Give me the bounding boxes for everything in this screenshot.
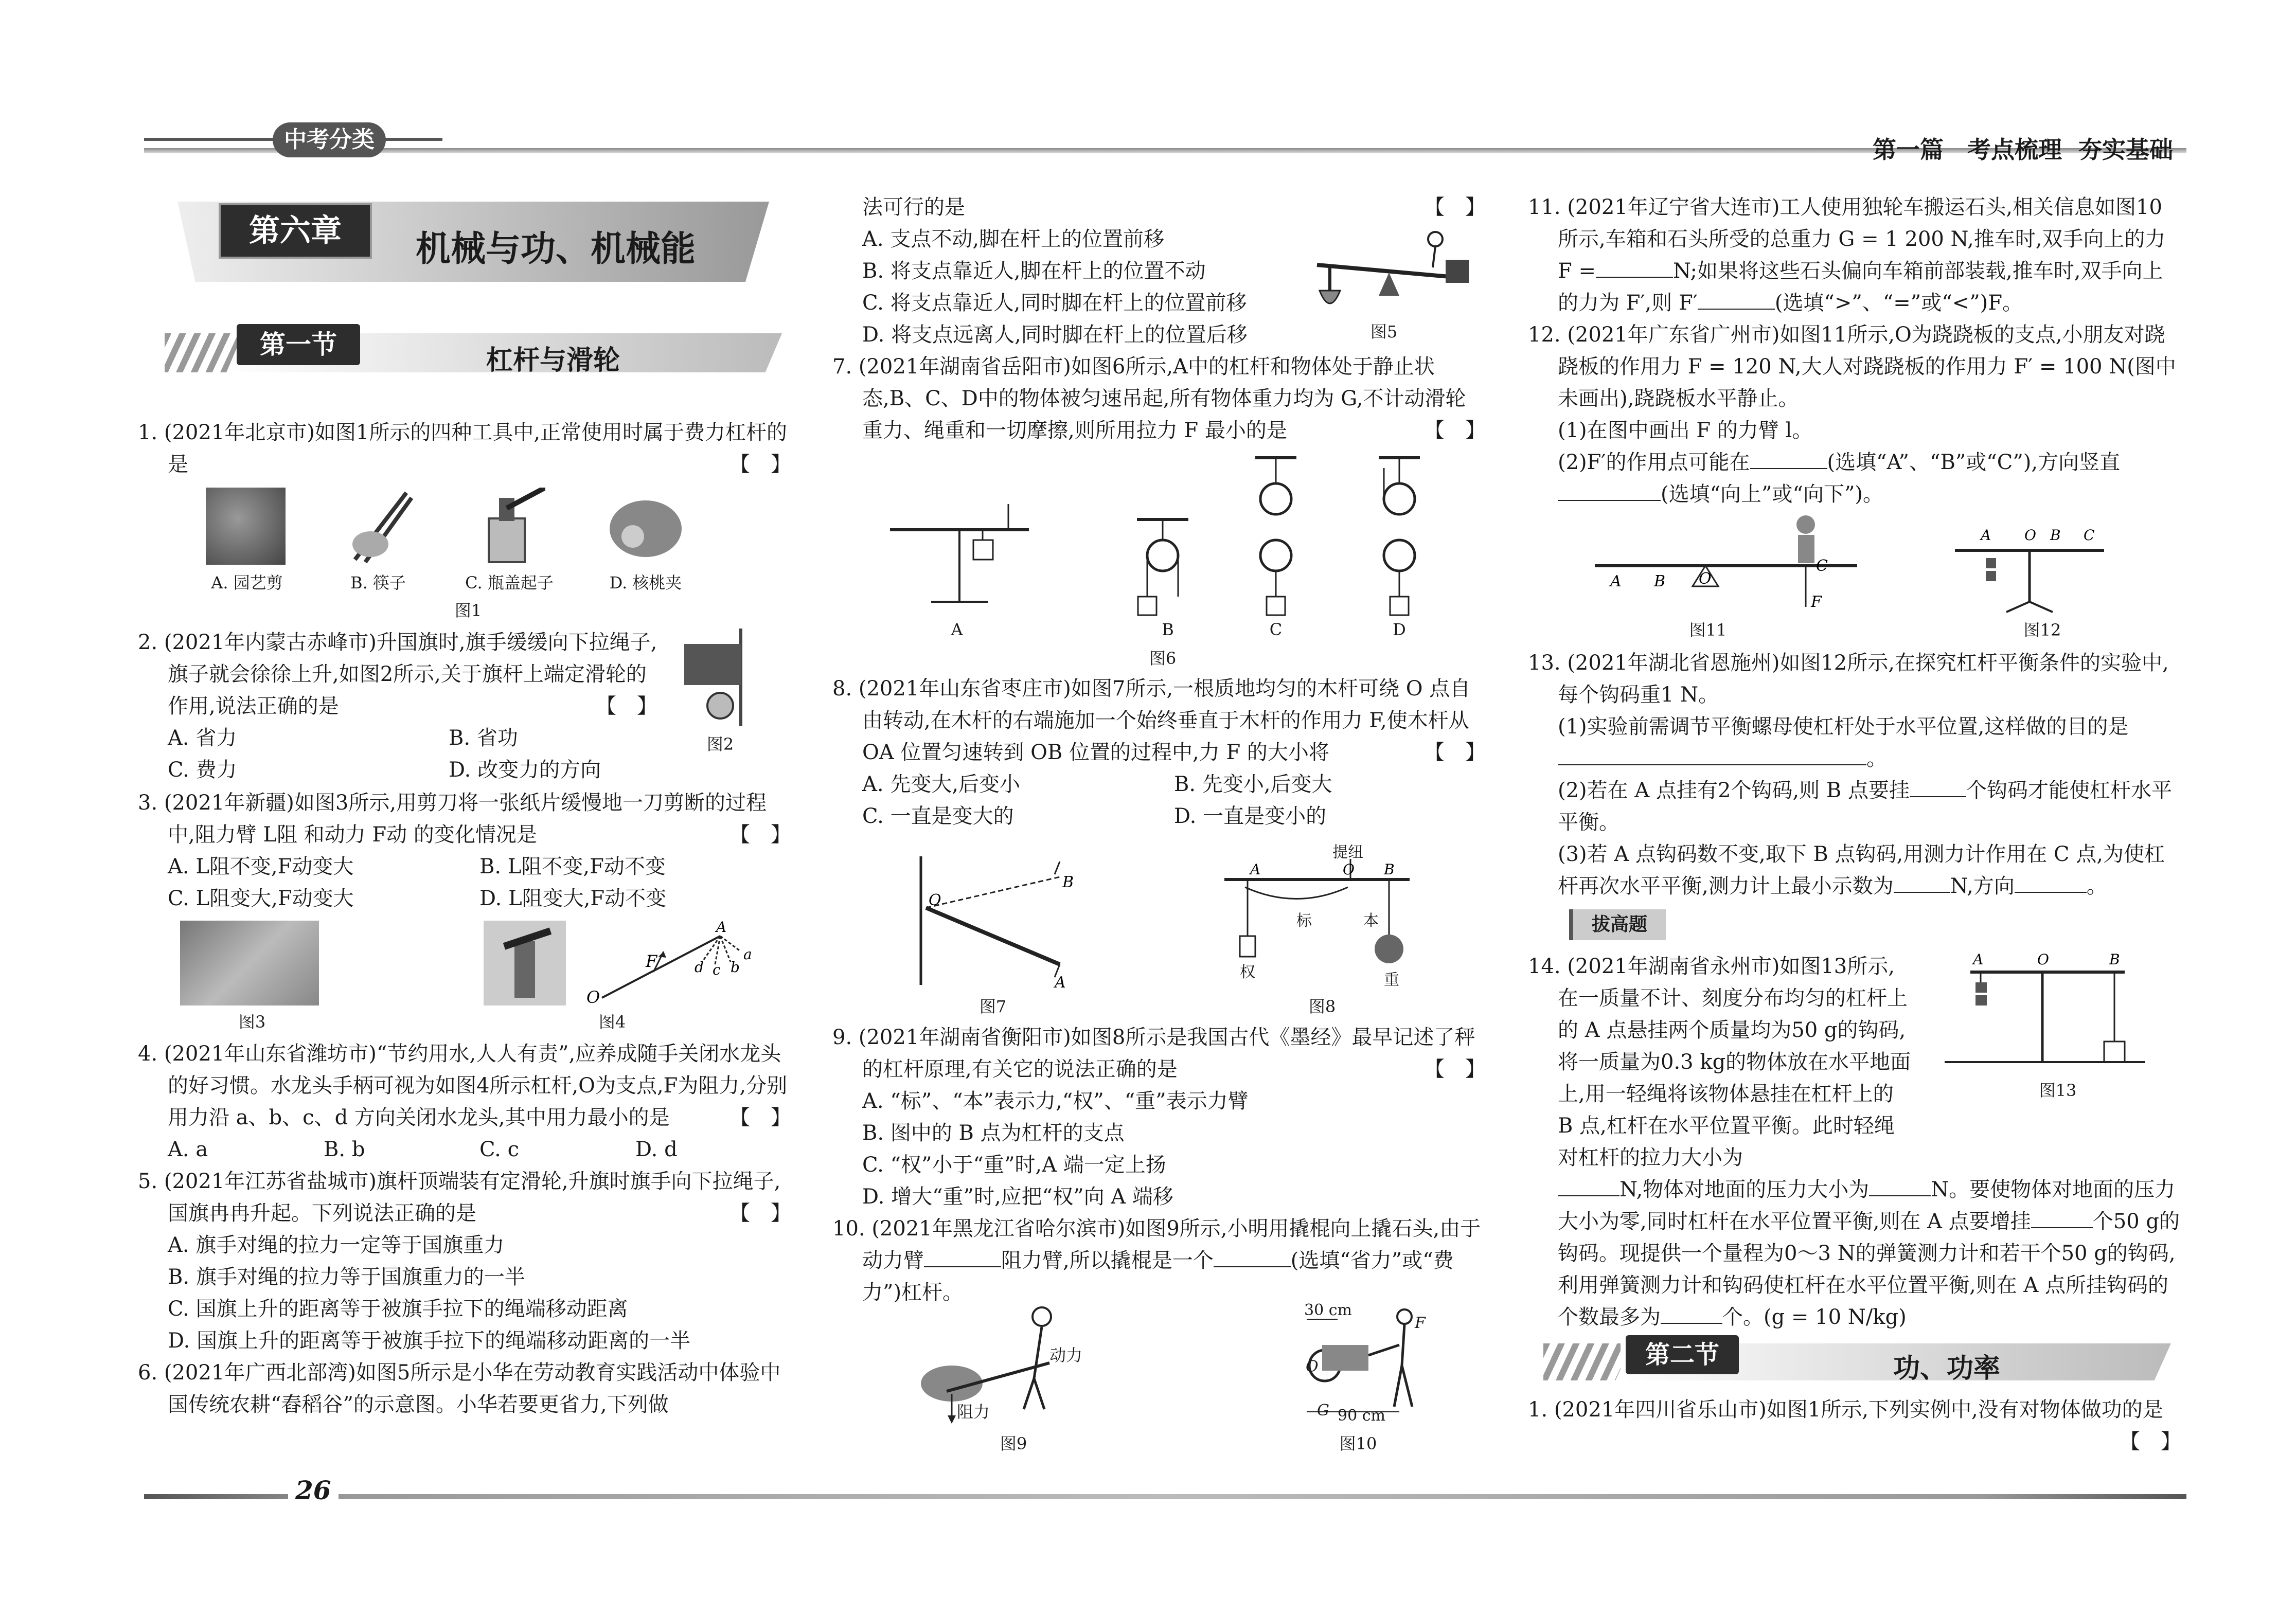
- fig6-caption: 图6: [1149, 649, 1177, 668]
- svg-text:O: O: [1343, 861, 1355, 878]
- fig4-faucet-image: [484, 921, 566, 1005]
- q7-text: 7. (2021年湖南省岳阳市)如图6所示,A中的杠杆和物体处于静止状态,B、C、D中的物体被匀速吊起,所有物体重力均为 G,不计动滑轮重力、绳重和一切摩擦,则所用拉力 F 最小的是: [832, 355, 1466, 442]
- q13-sub2: (2)若在 A 点挂有2个钩码,则 B 点要挂 个钩码才能使杠杆水平平衡。: [1528, 775, 2181, 838]
- section2-label-text: 第二节: [1645, 1340, 1719, 1369]
- q6-text2: 法可行的是: [862, 195, 965, 219]
- q8-option-c: C. 一直是变大的: [862, 804, 1014, 828]
- q12-blank-1[interactable]: [1750, 447, 1827, 469]
- fig5-mortar-diagram: [1307, 229, 1471, 321]
- section2-stripes: [1543, 1343, 1621, 1380]
- fig8-label-quan: 权: [1240, 963, 1255, 981]
- fig3-caption: 图3: [238, 1012, 266, 1032]
- fig11-caption: 图11: [1689, 620, 1727, 640]
- section1-label-text: 第一节: [260, 330, 337, 360]
- fig9-label-dongli: 动力: [1049, 1345, 1083, 1365]
- fig8-label-zhong: 重: [1384, 971, 1399, 989]
- q4-block: [138, 1038, 791, 1421]
- q12-sub1: (1)在图中画出 F 的力臂 l。: [1558, 419, 1813, 442]
- q13-stem: [1528, 647, 2181, 711]
- q10-blank-1[interactable]: [924, 1246, 1001, 1267]
- svg-text:F: F: [1811, 593, 1822, 611]
- section1-title: 杠杆与滑轮: [486, 345, 620, 376]
- q8-option-b: B. 先变小,后变大: [1174, 773, 1332, 796]
- section1-label: [237, 324, 360, 365]
- header-badge: [273, 122, 386, 157]
- q10-text: 10. (2021年黑龙江省哈尔滨市)如图9所示,小明用撬棍向上撬石头,由于动力臂: [832, 1217, 1481, 1272]
- svg-text:B: B: [2109, 951, 2120, 968]
- q11-stem: [1528, 191, 2181, 319]
- fig12-caption: 图12: [2023, 620, 2061, 640]
- fig8-steelyard-diagram: [1219, 849, 1476, 993]
- s2q1-bracket: 【 】: [2120, 1430, 2181, 1453]
- footer-rule: [144, 1494, 2186, 1499]
- q8-option-d: D. 一直是变小的: [1174, 804, 1327, 828]
- svg-text:b: b: [731, 959, 740, 976]
- q2-block: [138, 626, 657, 722]
- svg-text:d: d: [695, 959, 704, 976]
- fig11-seesaw-diagram: [1590, 509, 1878, 612]
- fig13-lever-diagram: [1939, 951, 2150, 1075]
- s2q1-text: 1. (2021年四川省乐山市)如图1所示,下列实例中,没有对物体做功的是: [1528, 1398, 2163, 1422]
- q4-option-b: B. b: [324, 1138, 365, 1161]
- svg-text:B: B: [1384, 861, 1395, 878]
- section2-title: 功、功率: [1893, 1353, 2001, 1384]
- q5-option-b: B. 旗手对绳的拉力等于国旗重力的一半: [168, 1265, 525, 1289]
- fig1-nutcracker-image: [604, 488, 692, 565]
- q3-block: [138, 787, 791, 914]
- svg-text:O: O: [1699, 570, 1712, 588]
- fig1-label-c: C. 瓶盖起子: [465, 573, 554, 592]
- q3-option-d: D. L阻变大,F动不变: [479, 887, 667, 910]
- fig8-label-tizhu: 提纽: [1332, 843, 1363, 861]
- q7-stem: [832, 351, 1486, 446]
- fig9-caption: 图9: [1000, 1434, 1027, 1453]
- fig13-caption: 图13: [2039, 1081, 2077, 1100]
- q14-text: 14. (2021年湖南省永州市)如图13所示,在一质量不计、刻度分布均匀的杠杆上的 A 点悬挂两个质量均为50 g的钩码,将一质量为0.3 kg的物体放在水平地面上,用一轻绳将该物体悬挂在杠杆上的 B 点,杠杆在水平位置平衡。此时轻绳对杠杆的拉力大小为: [1528, 955, 1911, 1170]
- svg-text:A: A: [1250, 861, 1261, 878]
- q5-stem: [138, 1165, 791, 1229]
- svg-text:O: O: [929, 891, 941, 909]
- s2q1-stem: [1528, 1394, 2181, 1453]
- q14-block: [1528, 950, 1914, 1174]
- hard-badge: [1569, 909, 1666, 940]
- fig1-label-a: A. 园艺剪: [211, 573, 283, 592]
- q6-bracket: 【 】: [1424, 195, 1486, 219]
- fig9-label-zuli: 阻力: [957, 1402, 990, 1422]
- q9-block: [832, 1021, 1486, 1308]
- q12-stem: [1528, 319, 2181, 415]
- header-right-title: 第一篇 考点梳理 夯实基础: [1873, 136, 2174, 164]
- svg-text:A: A: [716, 921, 727, 936]
- q3-option-b: B. L阻不变,F动不变: [479, 855, 666, 878]
- q1-bracket: 【 】: [729, 453, 791, 476]
- fig10-label-o: O: [1306, 1358, 1319, 1376]
- chapter-label: [219, 203, 372, 259]
- fig1-caption: 图1: [454, 601, 482, 620]
- q13-blank-4[interactable]: [2015, 871, 2087, 893]
- fig10-caption: 图10: [1339, 1434, 1377, 1453]
- q2-option-d: D. 改变力的方向: [449, 758, 601, 782]
- q8-stem: [832, 673, 1486, 768]
- q9-option-c: C. “权”小于“重”时,A 端一定上扬: [862, 1153, 1166, 1177]
- q13-sub1: (1)实验前需调节平衡螺母使杠杆处于水平位置,这样做的目的是。: [1558, 715, 2129, 770]
- svg-text:c: c: [713, 961, 721, 978]
- q12-sub2: (2)F′的作用点可能在 (选填“A”、“B”或“C”),方向竖直(选填“向上”或“向下”)。: [1528, 446, 2181, 510]
- svg-text:C: C: [1816, 557, 1828, 575]
- q6-option-c: C. 将支点靠近人,同时脚在杆上的位置前移: [862, 291, 1247, 315]
- fig8-caption: 图8: [1308, 997, 1336, 1016]
- svg-text:O: O: [2024, 527, 2036, 544]
- section2-label: [1626, 1335, 1739, 1374]
- column-right: [1528, 191, 2181, 510]
- q5-option-c: C. 国旗上升的距离等于被旗手拉下的绳端移动距离: [168, 1297, 628, 1321]
- q14-stem: [1528, 950, 1914, 1174]
- q13-blank-1[interactable]: [1558, 744, 1866, 765]
- fig3-scissors-image: [180, 921, 319, 1005]
- q2-text: 2. (2021年内蒙古赤峰市)升国旗时,旗手缓缓向下拉绳子,旗子就会徐徐上升,如图2所示,关于旗杆上端定滑轮的作用,说法正确的是: [138, 631, 657, 718]
- q6-option-b: B. 将支点靠近人,脚在杆上的位置不动: [862, 259, 1206, 283]
- svg-text:A: A: [1973, 951, 1984, 968]
- fig10-label-g: G: [1317, 1402, 1329, 1420]
- q3-bracket: 【 】: [729, 823, 791, 847]
- page-number: 26: [288, 1475, 339, 1505]
- svg-text:A: A: [1981, 527, 1991, 544]
- fig2-caption: 图2: [706, 734, 734, 754]
- fig8-label-ben: 本: [1363, 912, 1379, 930]
- header-badge-text: 中考分类: [284, 127, 375, 153]
- q2-option-b: B. 省功: [449, 726, 518, 750]
- q9-stem: [832, 1021, 1486, 1085]
- svg-text:C: C: [2084, 527, 2095, 544]
- fig10-label-f: F: [1415, 1314, 1426, 1332]
- q9-option-d: D. 增大“重”时,应把“权”向 A 端移: [862, 1185, 1173, 1209]
- fig7-rod-diagram: [905, 846, 1075, 990]
- chapter-title: 机械与功、机械能: [416, 229, 696, 270]
- q11-mid: N;如果将这些石头偏向车箱前部装载,推车时,双手向上的力为 F′,则 F′: [1558, 259, 2163, 315]
- q3-stem: [138, 787, 791, 851]
- q3-text: 3. (2021年新疆)如图3所示,用剪刀将一张纸片缓慢地一刀剪断的过程中,阻力臂 L阻 和动力 F动 的变化情况是: [138, 791, 767, 847]
- svg-text:O: O: [2037, 951, 2049, 968]
- fig1-chopsticks-image: [340, 488, 417, 565]
- q4-bracket: 【 】: [729, 1106, 791, 1129]
- fig6-label-d: D: [1393, 620, 1406, 639]
- svg-text:B: B: [1654, 572, 1666, 590]
- q13-blank-2[interactable]: [1910, 776, 1966, 797]
- q14-blank-2[interactable]: [1869, 1175, 1931, 1196]
- q4-option-c: C. c: [479, 1138, 520, 1161]
- fig1-label-d: D. 核桃夹: [609, 573, 682, 592]
- q2-options: [138, 722, 729, 786]
- q7-bracket: 【 】: [1424, 419, 1486, 442]
- q9-option-a: A. “标”、“本”表示力,“权”、“重”表示力臂: [862, 1089, 1249, 1113]
- q14-block-cont: [1528, 1174, 2181, 1333]
- column-left: [138, 417, 791, 480]
- svg-text:B: B: [1062, 873, 1074, 891]
- q7-block: [832, 351, 1486, 446]
- q10-blank-2[interactable]: [1214, 1246, 1291, 1267]
- fig8-label-biao: 标: [1296, 912, 1312, 930]
- q2-option-a: A. 省力: [168, 726, 237, 750]
- q1-text: 1. (2021年北京市)如图1所示的四种工具中,正常使用时属于费力杠杆的是: [138, 421, 788, 476]
- q6-option-a: A. 支点不动,脚在杆上的位置前移: [862, 227, 1165, 251]
- fig10-label-30cm: 30 cm: [1304, 1301, 1352, 1319]
- q11-blank-2[interactable]: [1698, 288, 1775, 310]
- fig6-label-b: B: [1162, 620, 1174, 639]
- fig1-opener-image: [468, 488, 545, 565]
- q13-sub3: (3)若 A 点钩码数不变,取下 B 点钩码,用测力计作用在 C 点,为使杠杆再次水平平衡,测力计上最小示数为 N,方向 。: [1558, 842, 2165, 898]
- q10-mid: 阻力臂,所以撬棍是一个: [1001, 1249, 1214, 1272]
- q4-text: 4. (2021年山东省潍坊市)“节约用水,人人有责”,应养成随手关闭水龙头的好习惯。水龙头手柄可视为如图4所示杠杆,O为支点,F为阻力,分别用力沿 a、b、c、d 方向关闭水龙头,其中用力最小的是: [138, 1042, 788, 1129]
- q4-option-a: A. a: [168, 1138, 208, 1161]
- section1-stripes: [165, 333, 237, 372]
- svg-text:A: A: [1610, 572, 1622, 590]
- q5-bracket: 【 】: [729, 1201, 791, 1225]
- q9-bracket: 【 】: [1424, 1057, 1486, 1081]
- q6-option-d: D. 将支点远离人,同时脚在杆上的位置后移: [862, 323, 1248, 347]
- s2q1-block: [1528, 1394, 2181, 1458]
- q11-blank-1[interactable]: [1596, 256, 1673, 278]
- fig6-pulley-diagrams: [885, 447, 1451, 633]
- hard-badge-text: 拔高题: [1591, 914, 1647, 935]
- q13-blank-3[interactable]: [1894, 871, 1950, 893]
- q10-end: (选填“省力”或“费力”)杠杆。: [862, 1249, 1454, 1304]
- fig4-caption: 图4: [598, 1012, 626, 1032]
- q14-blank-4[interactable]: [1661, 1302, 1722, 1324]
- q2-option-c: C. 费力: [168, 758, 237, 782]
- fig12-lever-diagram: [1950, 519, 2114, 617]
- q12-text: 12. (2021年广东省广州市)如图11所示,O为跷跷板的支点,小朋友对跷跷板的作用力 F = 120 N,大人对跷跷板的作用力 F′ = 100 N(图中未画出),跷跷板水平静止。: [1528, 323, 2176, 410]
- q8-text: 8. (2021年山东省枣庄市)如图7所示,一根质地均匀的木杆可绕 O 点自由转动,在木杆的右端施加一个始终垂直于木杆的作用力 F,使木杆从 OA 位置匀速转到 OB 位置的过程中,力 F 的大小将: [832, 677, 1471, 764]
- fig5-caption: 图5: [1370, 322, 1398, 342]
- q5-option-d: D. 国旗上升的距离等于被旗手拉下的绳端移动距离的一半: [168, 1329, 691, 1353]
- q14-blank-3[interactable]: [2031, 1207, 2093, 1228]
- chapter-label-text: 第六章: [249, 213, 342, 249]
- q13-text: 13. (2021年湖北省恩施州)如图12所示,在探究杠杆平衡条件的实验中,每个钩码重1 N。: [1528, 651, 2169, 707]
- q6-text: 6. (2021年广西北部湾)如图5所示是小华在劳动教育实践活动中体验中国传统农耕“舂稻谷”的示意图。小华若要更省力,下列做: [138, 1361, 781, 1416]
- q12-blank-2[interactable]: [1558, 479, 1661, 501]
- q2-stem: [138, 626, 657, 722]
- q14-cont: N,物体对地面的压力大小为 N。要使物体对地面的压力大小为零,同时杠杆在水平位置平衡,则在 A 点要增挂 个50 g的钩码。现提供一个量程为0～3 N的弹簧测力计和若干个50 g的钩码,利用弹簧测力计和钩码使杠杆在水平位置平衡,则在 A 点所挂钩码的个数最多为 个。(g = 10 N/kg): [1528, 1174, 2181, 1333]
- fig6-label-c: C: [1269, 620, 1283, 639]
- q9-option-b: B. 图中的 B 点为杠杆的支点: [862, 1121, 1125, 1145]
- svg-text:A: A: [1055, 974, 1066, 990]
- svg-text:B: B: [2050, 527, 2061, 544]
- q13-block: [1528, 647, 2181, 902]
- q6-stem: [138, 1357, 791, 1421]
- fig7-caption: 图7: [979, 997, 1007, 1016]
- q5-text: 5. (2021年江苏省盐城市)旗杆顶端装有定滑轮,升旗时旗手向下拉绳子,国旗冉冉升起。下列说法正确的是: [138, 1170, 781, 1225]
- q10-stem: [832, 1213, 1486, 1308]
- fig4-lever-diagram: [581, 921, 767, 1008]
- q11-text: 11. (2021年辽宁省大连市)工人使用独轮车搬运石头,相关信息如图10所示,车箱和石头所受的总重力 G = 1 200 N,推车时,双手向上的力 F =: [1528, 195, 2166, 283]
- svg-text:O: O: [586, 987, 600, 1007]
- q4-stem: [138, 1038, 791, 1134]
- svg-text:a: a: [743, 946, 752, 963]
- q1-stem: [138, 417, 791, 480]
- q9-text: 9. (2021年湖南省衡阳市)如图8所示是我国古代《墨经》最早记述了秤的杠杆原理,有关它的说法正确的是: [832, 1026, 1475, 1081]
- q8-block: [832, 673, 1486, 832]
- fig1-shears-image: [206, 488, 286, 565]
- fig10-label-90cm: 90 cm: [1338, 1407, 1385, 1425]
- q4-option-d: D. d: [635, 1138, 678, 1161]
- q3-option-c: C. L阻变大,F动变大: [168, 887, 354, 910]
- fig1-label-b: B. 筷子: [350, 573, 406, 592]
- q11-end: (选填“>”、“=”或“<”)F。: [1774, 291, 2023, 315]
- svg-text:F: F: [646, 951, 657, 971]
- q14-blank-1[interactable]: [1558, 1175, 1619, 1196]
- q5-option-a: A. 旗手对绳的拉力一定等于国旗重力: [168, 1233, 505, 1257]
- q3-option-a: A. L阻不变,F动变大: [168, 855, 354, 878]
- q2-bracket: 【 】: [596, 694, 657, 718]
- fig2-flag-image: [679, 629, 756, 726]
- fig6-label-a: A: [951, 620, 963, 639]
- q6-stem-cont: [832, 191, 1486, 223]
- q8-bracket: 【 】: [1424, 741, 1486, 764]
- q8-option-a: A. 先变大,后变小: [862, 773, 1021, 796]
